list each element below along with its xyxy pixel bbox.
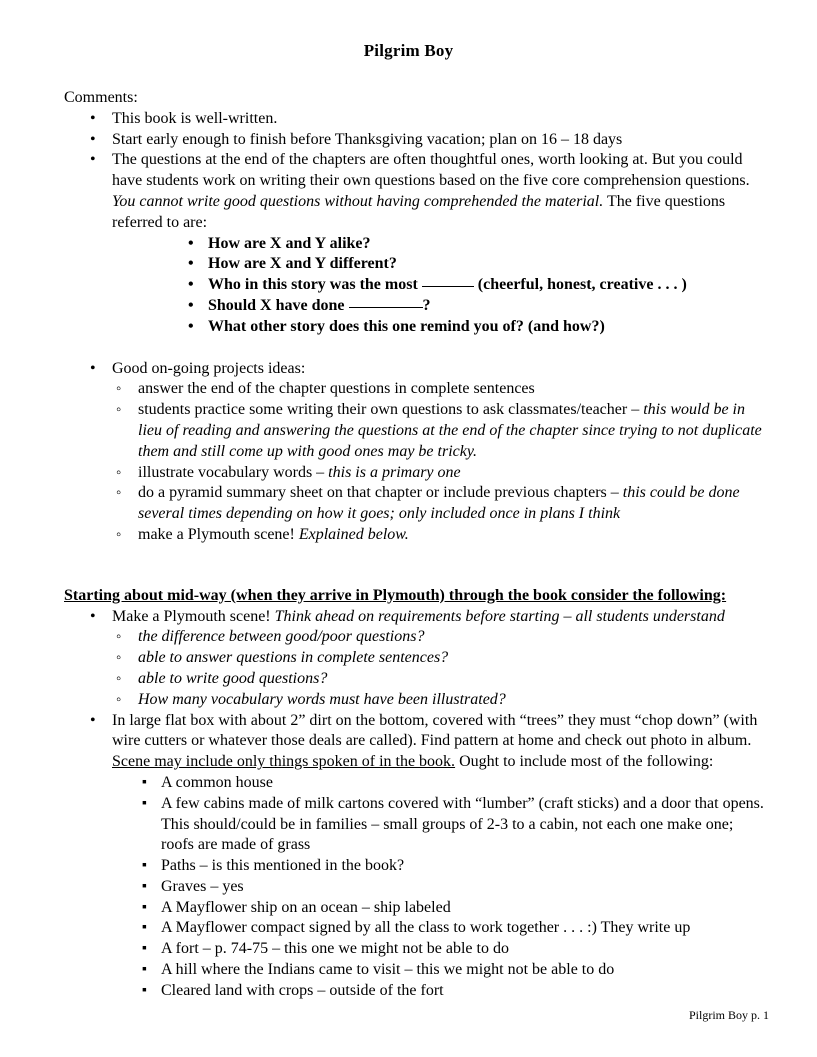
- list-item: [64, 525, 769, 546]
- list-item: [64, 648, 769, 669]
- scene-item-text: A fort – p. 74-75 – this one we might not be able to do: [161, 940, 509, 958]
- question-text-after: (cheerful, honest, creative . . . ): [473, 276, 687, 294]
- scene-item-text: Paths – is this mentioned in the book?: [161, 857, 405, 875]
- list-item: [64, 254, 769, 275]
- questions-intro-emphasis: You cannot write good questions without having comprehended the material.: [112, 192, 604, 210]
- comments-list: [64, 109, 769, 234]
- fill-in-blank: [349, 307, 423, 308]
- project-text: illustrate vocabulary words –: [138, 463, 329, 481]
- comments-label: Comments:: [64, 89, 138, 106]
- list-item: [64, 150, 769, 233]
- list-item: [64, 234, 769, 255]
- project-text: students practice some writing their own questions to ask classmates/teacher –: [138, 401, 644, 419]
- core-questions-list: [64, 234, 769, 338]
- scene-item-text: A hill where the Indians came to visit – this we might not be able to do: [161, 961, 615, 979]
- comment-text: This book is well-written.: [112, 109, 278, 127]
- list-item: [64, 317, 769, 338]
- project-emphasis: this would be in lieu of reading and answering the questions at the end of the chapter since trying to not duplicate them and still come up with good ones may be tricky.: [138, 401, 762, 460]
- scene-item-text: Graves – yes: [161, 877, 244, 895]
- list-item: [64, 130, 769, 151]
- project-text: make a Plymouth scene!: [138, 525, 299, 543]
- question-text-after: ?: [422, 296, 431, 314]
- list-item: [64, 981, 769, 1002]
- spacer: [64, 566, 769, 586]
- document-body: [64, 88, 769, 1002]
- plymouth-scene-text: Make a Plymouth scene!: [112, 607, 275, 625]
- question-text: How are X and Y alike?: [208, 234, 371, 252]
- list-item: [64, 918, 769, 939]
- questions-intro-part2: The five questions referred to are:: [112, 192, 726, 231]
- understand-text: able to answer questions in complete sentences?: [138, 649, 449, 667]
- list-item: [64, 627, 769, 648]
- list-item: [64, 794, 769, 856]
- spacer: [64, 338, 769, 359]
- list-item: [64, 669, 769, 690]
- list-item: [64, 711, 769, 773]
- questions-intro-part1: The questions at the end of the chapters are often thoughtful ones, worth looking at. But you could have students work on writing their own questions based on the five core comprehension questions.: [112, 151, 750, 190]
- scene-item-text: A few cabins made of milk cartons covered with “lumber” (craft sticks) and a door that opens. This should/could be in families – small groups of 2-3 to a cabin, not each one make one; roofs are made of grass: [161, 794, 764, 854]
- list-item: [64, 607, 769, 628]
- list-item: [64, 296, 769, 317]
- understand-text: the difference between good/poor questions?: [138, 628, 425, 646]
- flat-box-list: [64, 711, 769, 773]
- page-title: Pilgrim Boy: [363, 41, 454, 60]
- list-item: [64, 939, 769, 960]
- plymouth-scene-emphasis: Think ahead on requirements before starting – all students understand: [274, 607, 725, 625]
- list-item: [64, 856, 769, 877]
- scene-item-text: A common house: [161, 773, 273, 791]
- projects-heading: Good on-going projects ideas:: [112, 359, 306, 377]
- list-item: [64, 275, 769, 296]
- flat-box-part2: Ought to include most of the following:: [455, 753, 714, 771]
- list-item: [64, 773, 769, 794]
- project-text: answer the end of the chapter questions in complete sentences: [138, 380, 535, 398]
- project-emphasis: this could be done several times depending on how it goes; only included once in plans I think: [138, 484, 740, 523]
- scene-item-text: A Mayflower ship on an ocean – ship labeled: [161, 898, 451, 916]
- question-text: What other story does this one remind you of? (and how?): [208, 317, 605, 335]
- scene-items-list: [64, 773, 769, 1002]
- projects-sublist: [64, 379, 769, 545]
- spacer: [64, 546, 769, 566]
- understand-text: able to write good questions?: [138, 669, 328, 687]
- midway-list: [64, 607, 769, 628]
- list-item: [64, 960, 769, 981]
- list-item: [64, 463, 769, 484]
- list-item: [64, 359, 769, 380]
- list-item: [64, 877, 769, 898]
- list-item: [64, 898, 769, 919]
- understand-text: How many vocabulary words must have been illustrated?: [138, 690, 506, 708]
- scene-item-text: A Mayflower compact signed by all the class to work together . . . :) They write up: [161, 919, 691, 937]
- comment-text: Start early enough to finish before Thanksgiving vacation; plan on 16 – 18 days: [112, 130, 623, 148]
- projects-list: [64, 359, 769, 380]
- list-item: [64, 690, 769, 711]
- project-emphasis: this is a primary one: [328, 463, 461, 481]
- list-item: [64, 379, 769, 400]
- flat-box-part1: In large flat box with about 2” dirt on the bottom, covered with “trees” they must “chop down” (with wire cutters or whatever those deals are called). Find pattern at home and check out photo in album.: [112, 711, 758, 750]
- understand-list: [64, 627, 769, 710]
- scene-item-text: Cleared land with crops – outside of the fort: [161, 981, 444, 999]
- question-text: How are X and Y different?: [208, 255, 397, 273]
- flat-box-underlined: Scene may include only things spoken of in the book.: [112, 753, 456, 771]
- page-footer: Pilgrim Boy p. 1: [688, 1008, 769, 1022]
- project-emphasis: Explained below.: [298, 525, 409, 543]
- section-heading-midway: Starting about mid-way (when they arrive in Plymouth) through the book consider the following:: [64, 586, 727, 604]
- project-text: do a pyramid summary sheet on that chapter or include previous chapters –: [138, 484, 623, 502]
- question-text: Who in this story was the most: [208, 276, 422, 294]
- fill-in-blank: [422, 286, 474, 287]
- list-item: [64, 400, 769, 462]
- question-text: Should X have done: [208, 296, 349, 314]
- list-item: [64, 109, 769, 130]
- list-item: [64, 483, 769, 525]
